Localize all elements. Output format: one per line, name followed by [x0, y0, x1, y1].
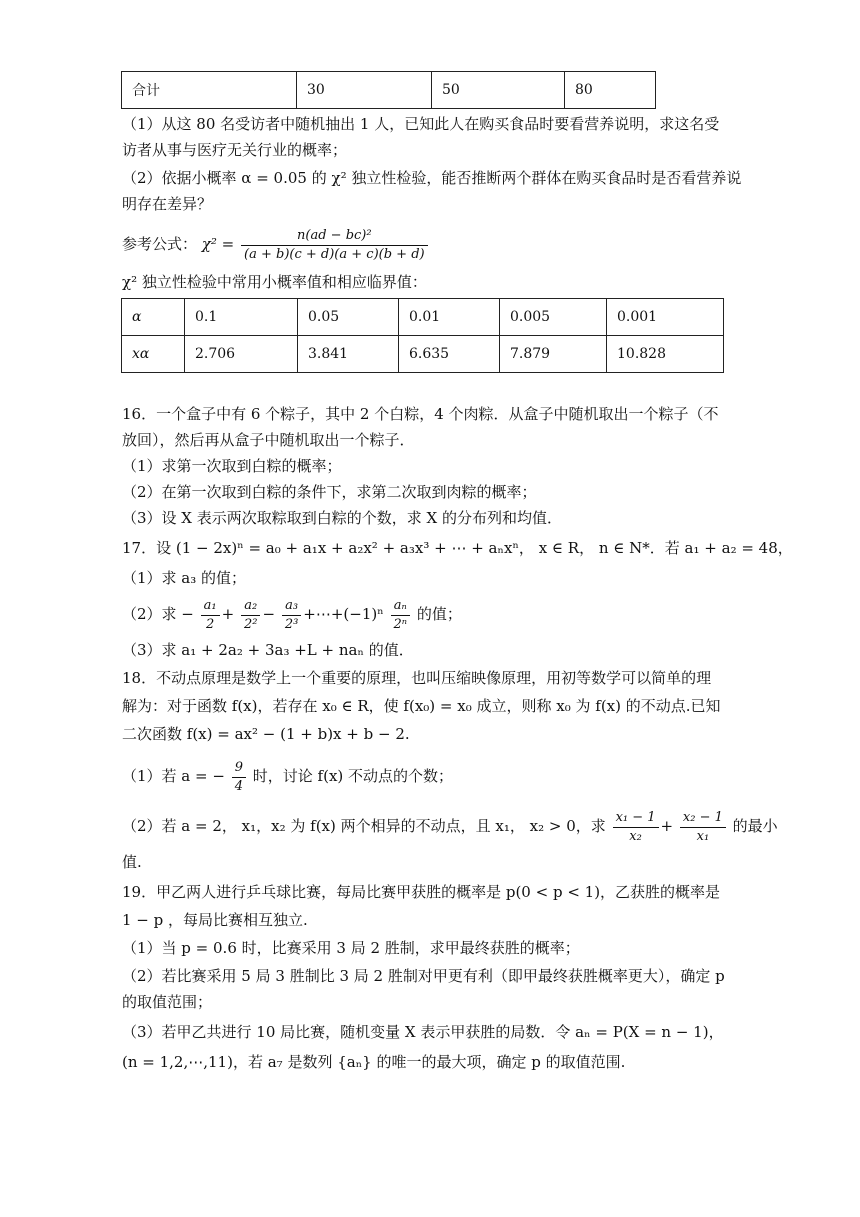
table-cell: 0.01 — [399, 299, 500, 336]
q16-part3: （3）设 X 表示两次取粽取到白粽的个数，求 X 的分布列和均值． — [122, 509, 562, 527]
q19-part3-cont: (n = 1,2,⋯,11)，若 a₇ 是数列 {aₙ} 的唯一的最大项，确定 p 的取值范围. — [122, 1053, 626, 1071]
q17-stem: 17．设 (1 − 2x)ⁿ = a₀ + a₁x + a₂x² + a₃x³ + ⋯ + aₙxⁿ， x ∈ R， n ∈ N*．若 a₁ + a₂ = 48， — [122, 539, 793, 557]
q15-part2: （2）依据小概率 α = 0.05 的 χ² 独立性检验，能否推断两个群体在购买食品时是否看营养说 — [122, 169, 742, 187]
fraction: $\frac{9}{4}$ — [232, 759, 246, 796]
q15-table-caption: χ² 独立性检验中常用小概率值和相应临界值： — [122, 273, 427, 291]
table-cell: 0.1 — [185, 299, 298, 336]
table-cell: 3.841 — [298, 336, 399, 373]
fraction: $\frac{\text{x₁ − 1}}{\text{x₂}}$ — [613, 809, 659, 846]
q18-part2-cont: 值. — [122, 853, 142, 871]
q17-part2: （2）求 − $\frac{\text{a₁}}{2}$ + $\frac{\text{a₂}}{\text{2²}}$ − $\frac{\text{a₃}}{\text{2³}}$ +⋯+(−1)ⁿ $\frac{\text{aₙ}}{\text{2ⁿ}}$ 的值； — [122, 597, 462, 632]
q15-part2-cont: 明存在差异？ — [122, 195, 213, 213]
table-row — [122, 72, 656, 109]
q17-part2-prefix: （2）求 − — [122, 605, 194, 623]
table-cell: 合计 — [122, 72, 297, 109]
fraction: $\frac{\text{a₃}}{\text{2³}}$ — [282, 597, 301, 634]
q18-part1-suffix: 时，讨论 f(x) 不动点的个数； — [252, 767, 454, 785]
table-cell: 80 — [565, 72, 656, 109]
formula-denominator: (a + b)(c + d)(a + c)(b + d) — [244, 246, 425, 262]
contingency-table-total-row — [121, 71, 656, 109]
q19-stem-cont: 1 − p ，每局比赛相互独立. — [122, 911, 308, 929]
table-cell: 10.828 — [607, 336, 724, 373]
q15-formula — [122, 224, 742, 264]
q18-part2: （2）若 a = 2， x₁，x₂ 为 f(x) 两个相异的不动点，且 x₁， x₂ > 0，求 $\frac{\text{x₁ − 1}}{\text{x₂}}$ + $\frac{\text{x₂ − 1}}{\text{x₁}}$ 的最小 — [122, 809, 778, 844]
q17-part2-suffix: 的值； — [416, 605, 462, 623]
q16-part1: （1）求第一次取到白粽的概率； — [122, 457, 342, 475]
q18-stem-cont2: 二次函数 f(x) = ax² − (1 + b)x + b − 2. — [122, 725, 410, 743]
q17-part1: （1）求 a₃ 的值； — [122, 569, 247, 587]
q15-part1-cont: 访者从事与医疗无关行业的概率； — [122, 141, 348, 159]
q19-part2-cont: 的取值范围； — [122, 993, 213, 1011]
q19-part3: （3）若甲乙共进行 10 局比赛，随机变量 X 表示甲获胜的局数．令 aₙ = P(X = n − 1)， — [122, 1023, 724, 1041]
table-cell: 7.879 — [500, 336, 607, 373]
formula-numerator: n(ad − bc)² — [241, 227, 428, 246]
fraction: $\frac{\text{a₁}}{2}$ — [201, 597, 220, 634]
q18-part2-prefix: （2）若 a = 2， x₁，x₂ 为 f(x) 两个相异的不动点，且 x₁， x₂ > 0，求 — [122, 817, 606, 835]
q16-stem-cont: 放回），然后再从盒子中随机取出一个粽子． — [122, 431, 415, 449]
critical-value-table — [121, 298, 724, 373]
table-cell: 30 — [297, 72, 432, 109]
table-cell: 0.005 — [500, 299, 607, 336]
table-cell: 0.001 — [607, 299, 724, 336]
q18-stem: 18．不动点原理是数学上一个重要的原理，也叫压缩映像原理，用初等数学可以简单的理 — [122, 669, 712, 687]
q18-part1 — [122, 756, 742, 796]
table-cell: 6.635 — [399, 336, 500, 373]
q18-part1-prefix: （1）若 a = − — [122, 767, 225, 785]
q19-part1: （1）当 p = 0.6 时，比赛采用 3 局 2 胜制，求甲最终获胜的概率； — [122, 939, 580, 957]
table-cell: 50 — [432, 72, 565, 109]
table-row — [122, 336, 724, 373]
q18-part2-suffix: 的最小 — [732, 817, 778, 835]
q19-part2: （2）若比赛采用 5 局 3 胜制比 3 局 2 胜制对甲更有利（即甲最终获胜概率更大），确定 p — [122, 967, 725, 985]
formula-fraction — [241, 227, 428, 264]
table-cell: xα — [122, 336, 185, 373]
q16-stem: 16．一个盒子中有 6 个粽子，其中 2 个白粽，4 个肉粽．从盒子中随机取出一个粽子（不 — [122, 405, 719, 423]
formula-label: 参考公式： — [122, 235, 198, 253]
fraction: $\frac{\text{aₙ}}{\text{2ⁿ}}$ — [391, 597, 411, 634]
q19-stem: 19．甲乙两人进行乒乓球比赛，每局比赛甲获胜的概率是 p(0 < p < 1)，乙获胜的概率是 — [122, 883, 721, 901]
formula-lhs: χ² = — [201, 235, 235, 253]
q17-part3: （3）求 a₁ + 2a₂ + 3a₃ +L + naₙ 的值． — [122, 641, 414, 659]
fraction: $\frac{\text{a₂}}{\text{2²}}$ — [241, 597, 260, 634]
fraction: $\frac{\text{x₂ − 1}}{\text{x₁}}$ — [680, 809, 726, 846]
table-cell: 0.05 — [298, 299, 399, 336]
q18-stem-cont: 解为：对于函数 f(x)，若存在 x₀ ∈ R，使 f(x₀) = x₀ 成立，则称 x₀ 为 f(x) 的不动点.已知 — [122, 697, 721, 715]
table-cell: 2.706 — [185, 336, 298, 373]
table-row — [122, 299, 724, 336]
q15-part1: （1）从这 80 名受访者中随机抽出 1 人，已知此人在购买食品时要看营养说明，求这名受 — [122, 115, 720, 133]
q16-part2: （2）在第一次取到白粽的条件下，求第二次取到肉粽的概率； — [122, 483, 537, 501]
table-cell: α — [122, 299, 185, 336]
